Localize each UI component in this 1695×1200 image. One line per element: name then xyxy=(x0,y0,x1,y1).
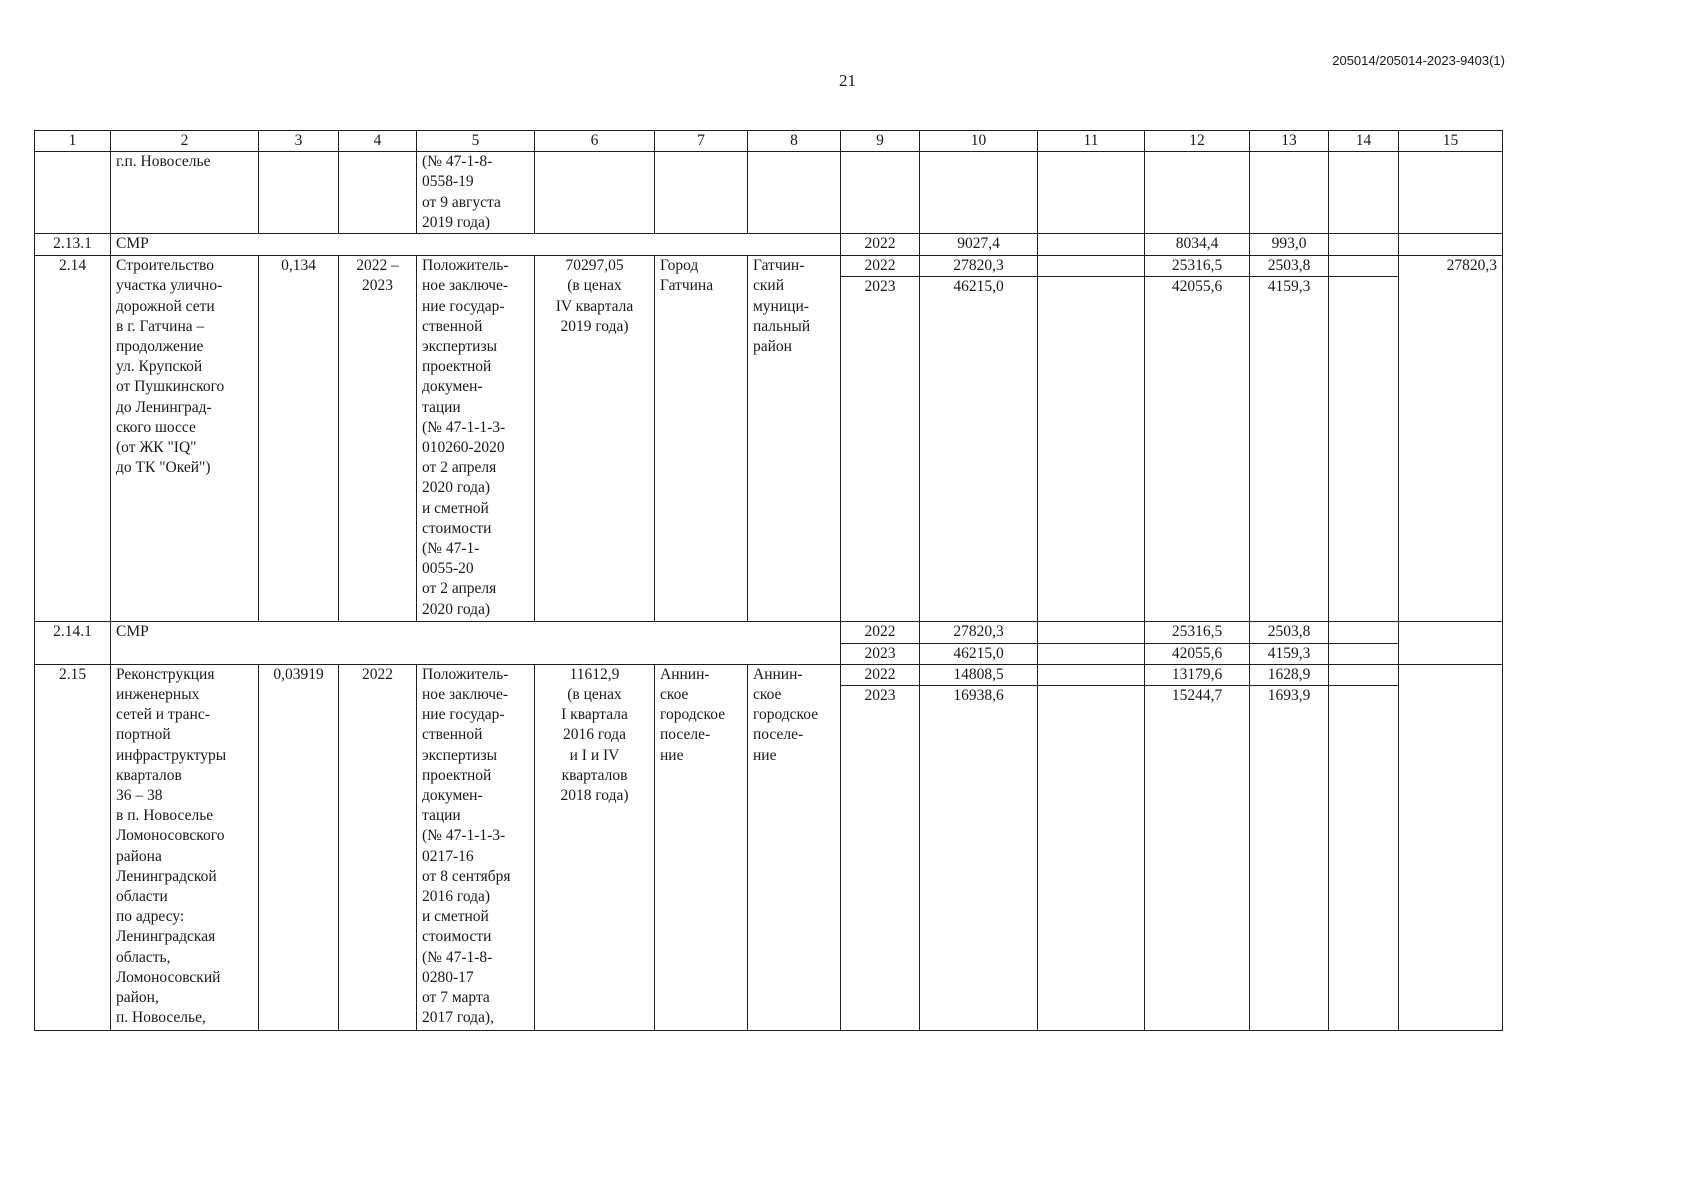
investment-program-table xyxy=(34,130,1503,1031)
cell-empty xyxy=(1038,622,1145,643)
table-row-2-14-1 xyxy=(35,622,1503,643)
year-cell: 2022 xyxy=(841,234,920,256)
item-label: СМР xyxy=(111,622,841,664)
item-number: 2.14 xyxy=(35,256,111,622)
year-cell: 2022 xyxy=(841,664,920,685)
cell-empty xyxy=(339,152,417,234)
cell-empty xyxy=(535,152,655,234)
column-number-row xyxy=(35,131,1503,152)
col-number-6: 6 xyxy=(535,131,655,152)
amount-col13: 4159,3 xyxy=(1250,277,1329,622)
cell-empty xyxy=(748,152,841,234)
cont-expertise-text: (№ 47-1-8- 0558-19 от 9 августа 2019 года) xyxy=(417,152,535,234)
year-cell: 2022 xyxy=(841,622,920,643)
col-number-1: 1 xyxy=(35,131,111,152)
col-number-10: 10 xyxy=(920,131,1038,152)
col-number-2: 2 xyxy=(111,131,259,152)
period-years: 2022 xyxy=(339,664,417,1030)
amount-col13: 4159,3 xyxy=(1250,643,1329,664)
year-cell: 2022 xyxy=(841,256,920,277)
cell-empty xyxy=(841,152,920,234)
cell-empty xyxy=(1399,152,1503,234)
col-number-14: 14 xyxy=(1329,131,1399,152)
amount-col13: 1693,9 xyxy=(1250,686,1329,1031)
item-number: 2.13.1 xyxy=(35,234,111,256)
amount-col13: 1628,9 xyxy=(1250,664,1329,685)
amount-col13: 2503,8 xyxy=(1250,256,1329,277)
table-row-2-14 xyxy=(35,256,1503,277)
col-number-15: 15 xyxy=(1399,131,1503,152)
amount-col13: 2503,8 xyxy=(1250,622,1329,643)
cell-empty xyxy=(1329,234,1399,256)
amount-col12: 25316,5 xyxy=(1145,256,1250,277)
location-municipality: Город Гатчина xyxy=(655,256,748,622)
amount-col12: 25316,5 xyxy=(1145,622,1250,643)
amount-total: 27820,3 xyxy=(920,622,1038,643)
object-name: Реконструкция инженерных сетей и транс- портной инфраструктуры кварталов 36 – 38 в п. Новоселье Ломоносовского района Ленинградской области по адресу: Ленинградская область, Ломоносовский район, п. Новоселье, xyxy=(111,664,259,1030)
cell-empty xyxy=(1399,234,1503,256)
cell-empty xyxy=(1329,277,1399,622)
amount-total: 27820,3 xyxy=(920,256,1038,277)
cell-empty xyxy=(1038,664,1145,685)
amount-col15: 27820,3 xyxy=(1399,256,1503,622)
cell-empty xyxy=(1329,664,1399,685)
table-row-2-13-1 xyxy=(35,234,1503,256)
amount-total: 14808,5 xyxy=(920,664,1038,685)
item-number: 2.15 xyxy=(35,664,111,1030)
amount-total: 9027,4 xyxy=(920,234,1038,256)
amount-total: 16938,6 xyxy=(920,686,1038,1031)
cell-empty xyxy=(655,152,748,234)
col-number-12: 12 xyxy=(1145,131,1250,152)
cell-empty xyxy=(1145,152,1250,234)
location-district: Гатчин- ский муници- пальный район xyxy=(748,256,841,622)
table-row-2-15 xyxy=(35,664,1503,685)
col-number-4: 4 xyxy=(339,131,417,152)
period-years: 2022 – 2023 xyxy=(339,256,417,622)
cell-empty xyxy=(259,152,339,234)
cell-empty xyxy=(1038,643,1145,664)
cell-empty xyxy=(1329,686,1399,1031)
cell-empty xyxy=(1038,686,1145,1031)
cell-empty xyxy=(1038,234,1145,256)
cell-empty xyxy=(1399,664,1503,1030)
amount-col13: 993,0 xyxy=(1250,234,1329,256)
cell-empty xyxy=(1038,256,1145,277)
amount-col12: 15244,7 xyxy=(1145,686,1250,1031)
cell-empty xyxy=(1399,622,1503,664)
item-label: СМР xyxy=(111,234,841,256)
amount-col12: 42055,6 xyxy=(1145,277,1250,622)
estimated-cost: 70297,05 (в ценах IV квартала 2019 года) xyxy=(535,256,655,622)
amount-col12: 42055,6 xyxy=(1145,643,1250,664)
page-number: 21 xyxy=(839,71,856,90)
cell-empty xyxy=(1038,277,1145,622)
year-cell: 2023 xyxy=(841,643,920,664)
cell-empty xyxy=(35,152,111,234)
cell-empty xyxy=(1329,643,1399,664)
year-cell: 2023 xyxy=(841,277,920,622)
col-number-9: 9 xyxy=(841,131,920,152)
col-number-7: 7 xyxy=(655,131,748,152)
cell-empty xyxy=(1329,256,1399,277)
object-name: Строительство участка улично- дорожной сети в г. Гатчина – продолжение ул. Крупской от Пушкинского до Ленинград- ского шоссе (от ЖК "IQ" до ТК "Окей") xyxy=(111,256,259,622)
amount-total: 46215,0 xyxy=(920,643,1038,664)
cell-empty xyxy=(1329,152,1399,234)
capacity-value: 0,134 xyxy=(259,256,339,622)
amount-col12: 8034,4 xyxy=(1145,234,1250,256)
location-municipality: Аннин- ское городское поселе- ние xyxy=(655,664,748,1030)
expertise-text: Положитель- ное заключе- ние государ- ственной экспертизы проектной докумен- тации (№ 47-1-1-3- 010260-2020 от 2 апреля 2020 года) и сметной стоимости (№ 47-1- 0055-20 от 2 апреля 2020 года) xyxy=(417,256,535,622)
expertise-text: Положитель- ное заключе- ние государ- ственной экспертизы проектной докумен- тации (№ 47-1-1-3- 0217-16 от 8 сентября 2016 года) и сметной стоимости (№ 47-1-8- 0280-17 от 7 марта 2017 года), xyxy=(417,664,535,1030)
cell-empty xyxy=(1250,152,1329,234)
location-district: Аннин- ское городское поселе- ние xyxy=(748,664,841,1030)
cell-empty xyxy=(920,152,1038,234)
item-number: 2.14.1 xyxy=(35,622,111,664)
cont-object-name: г.п. Новоселье xyxy=(111,152,259,234)
cell-empty xyxy=(1329,622,1399,643)
document-registration-code: 205014/205014-2023-9403(1) xyxy=(1332,53,1505,68)
col-number-8: 8 xyxy=(748,131,841,152)
cell-empty xyxy=(1038,152,1145,234)
capacity-value: 0,03919 xyxy=(259,664,339,1030)
col-number-11: 11 xyxy=(1038,131,1145,152)
amount-col12: 13179,6 xyxy=(1145,664,1250,685)
col-number-5: 5 xyxy=(417,131,535,152)
year-cell: 2023 xyxy=(841,686,920,1031)
table-row-continuation xyxy=(35,152,1503,234)
col-number-3: 3 xyxy=(259,131,339,152)
col-number-13: 13 xyxy=(1250,131,1329,152)
amount-total: 46215,0 xyxy=(920,277,1038,622)
estimated-cost: 11612,9 (в ценах I квартала 2016 года и I и IV кварталов 2018 года) xyxy=(535,664,655,1030)
